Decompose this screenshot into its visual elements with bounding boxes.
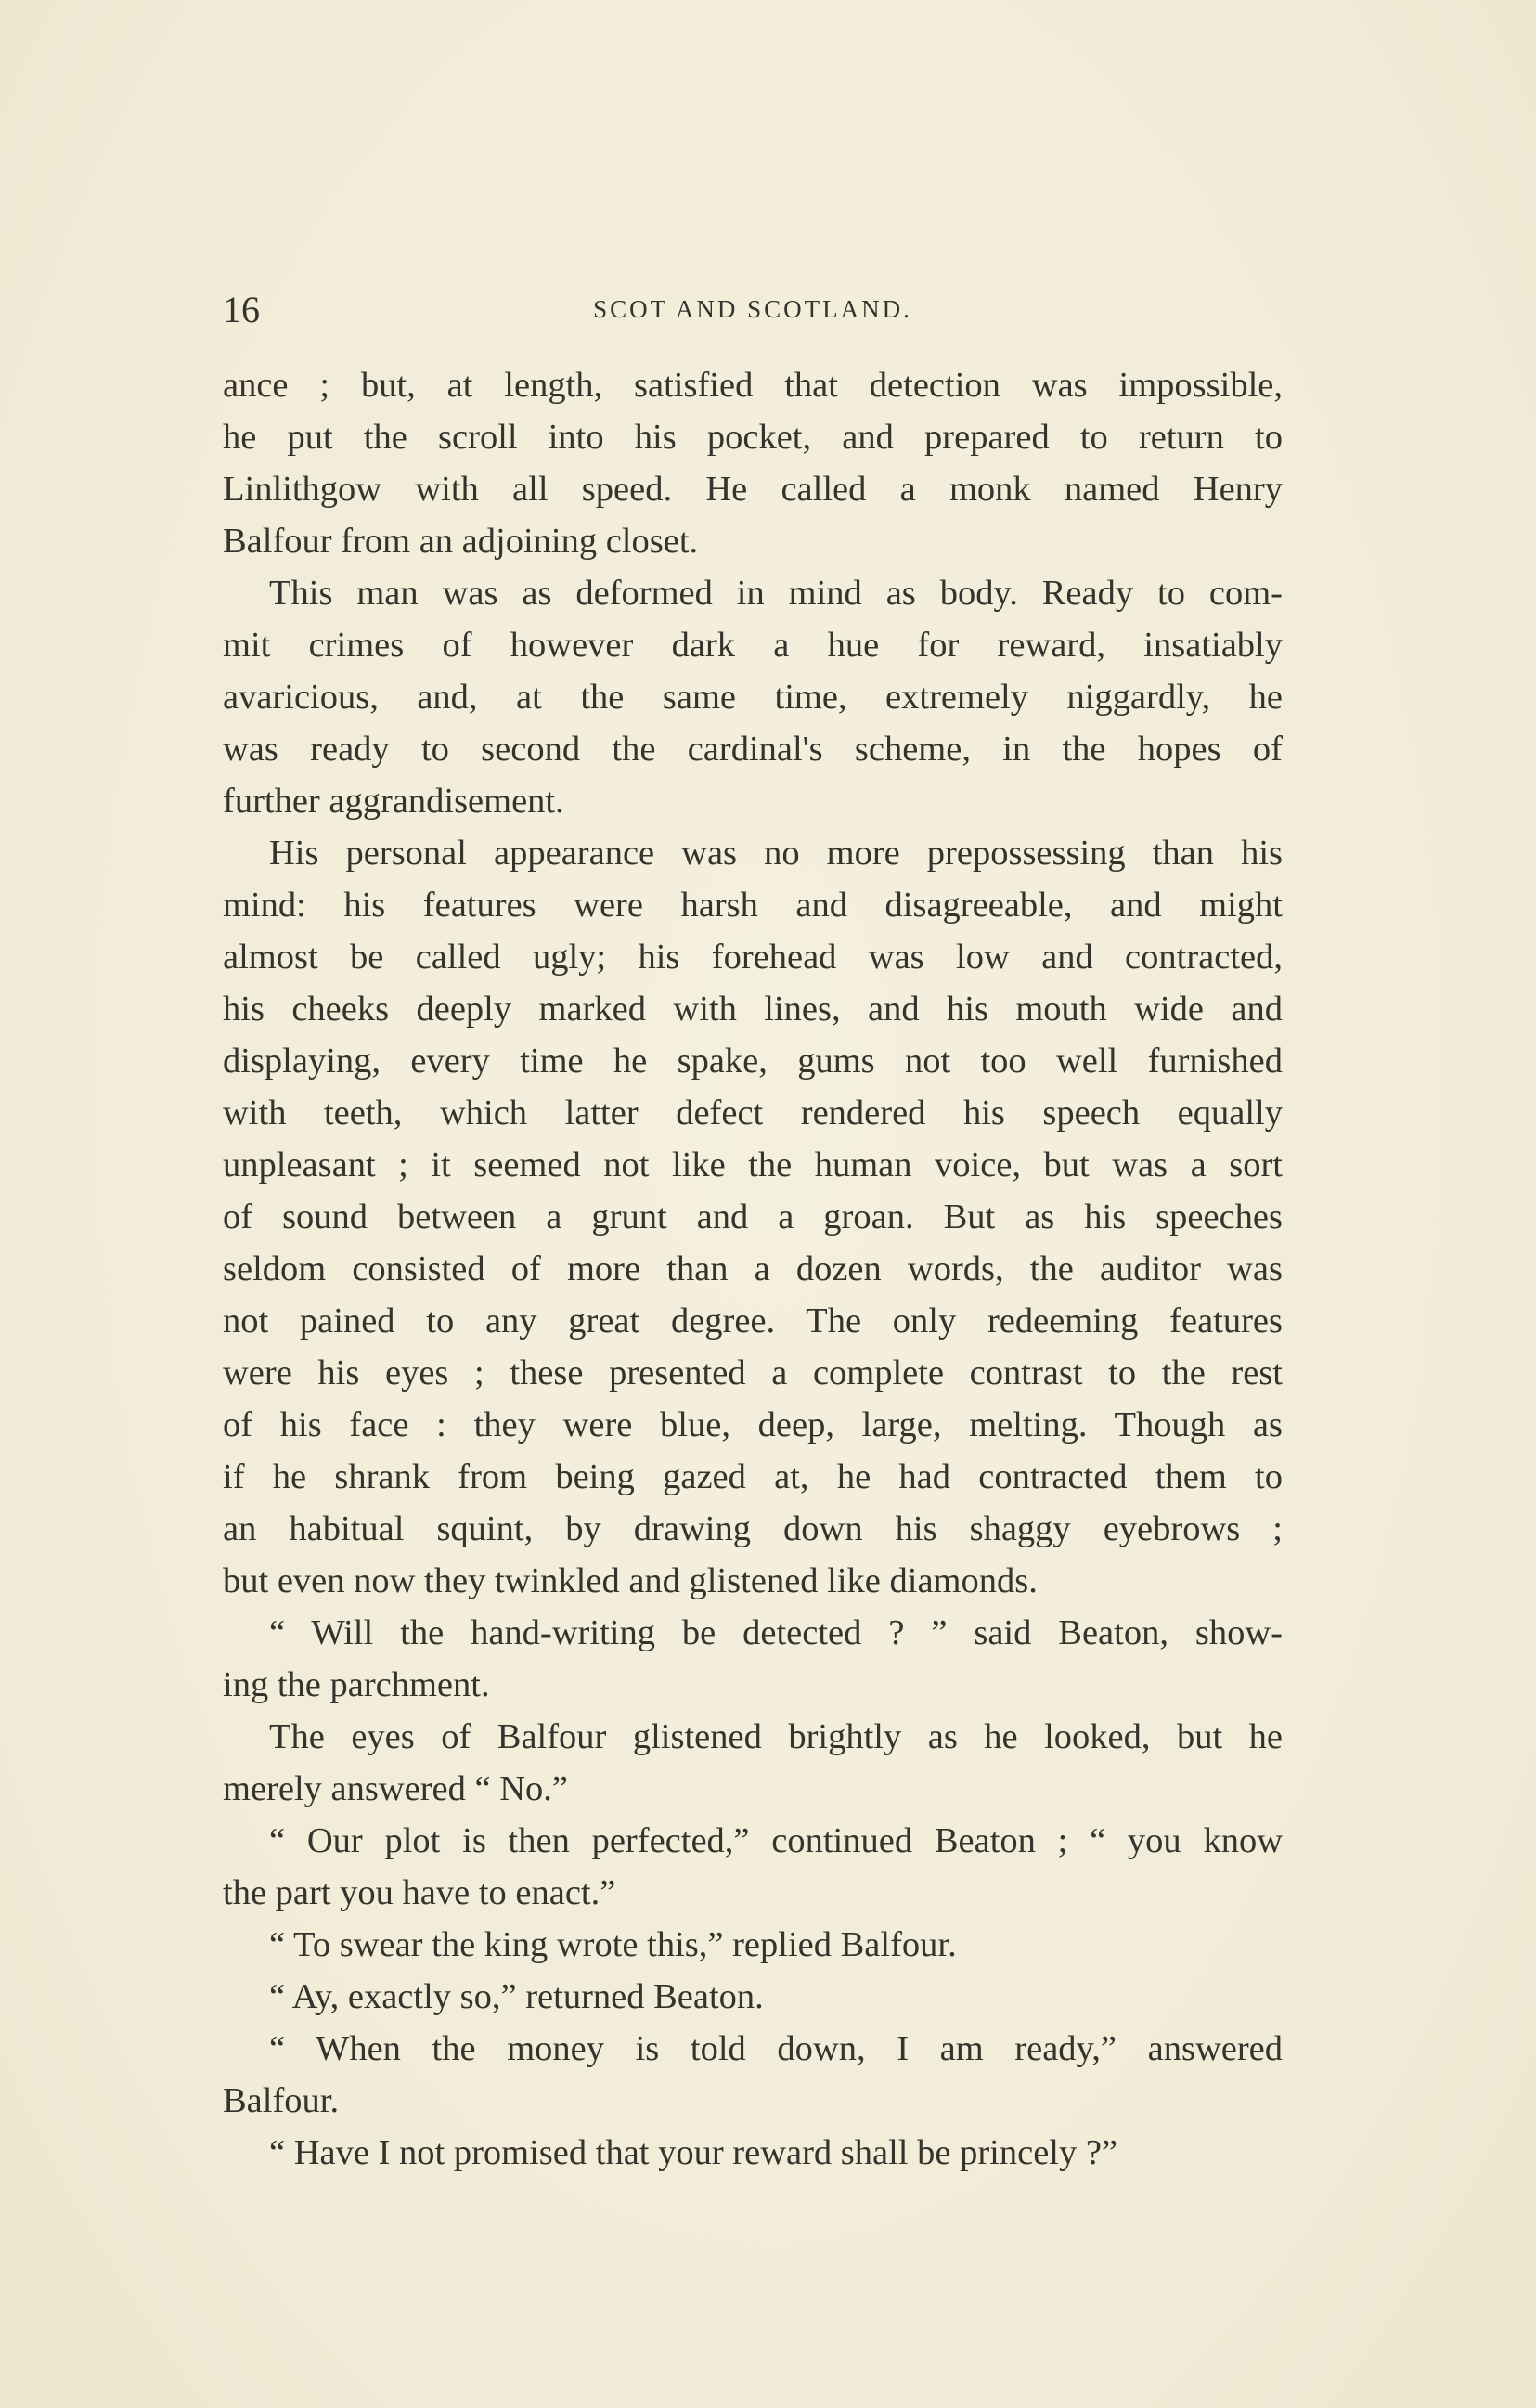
text-line: merely answered “ No.” xyxy=(223,1769,568,1808)
text-line: “ Our plot is then perfected,” continued Beaton ; “ you know xyxy=(269,1821,1283,1860)
text-line: mit crimes of however dark a hue for reward, insatiably xyxy=(223,626,1283,665)
text-line: were his eyes ; these presented a complete contrast to the rest xyxy=(223,1353,1283,1392)
text-line: “ To swear the king wrote this,” replied Balfour. xyxy=(269,1925,957,1964)
text-line: if he shrank from being gazed at, he had contracted them to xyxy=(223,1457,1283,1496)
running-title: SCOT AND SCOTLAND. xyxy=(593,295,912,323)
text-line: unpleasant ; it seemed not like the human voice, but was a sort xyxy=(223,1146,1283,1185)
text-line: with teeth, which latter defect rendered his speech equally xyxy=(223,1094,1283,1133)
text-line: “ Have I not promised that your reward shall be princely ?” xyxy=(269,2133,1118,2172)
text-line: This man was as deformed in mind as body. Ready to com- xyxy=(269,574,1283,613)
text-line: an habitual squint, by drawing down his shaggy eyebrows ; xyxy=(223,1509,1283,1548)
text-line: Balfour. xyxy=(223,2081,340,2120)
text-line: “ When the money is told down, I am ready,” answered xyxy=(269,2029,1283,2068)
page-header xyxy=(223,288,1283,334)
body-text xyxy=(223,359,1283,2179)
text-line: further aggrandisement. xyxy=(223,782,564,821)
text-line: avaricious, and, at the same time, extremely niggardly, he xyxy=(223,678,1283,717)
text-line: the part you have to enact.” xyxy=(223,1873,616,1912)
text-line: Linlithgow with all speed. He called a monk named Henry xyxy=(223,470,1283,509)
text-line: Balfour from an adjoining closet. xyxy=(223,522,699,561)
text-line: ing the parchment. xyxy=(223,1665,490,1704)
text-line: “ Ay, exactly so,” returned Beaton. xyxy=(269,1977,764,2016)
text-line: seldom consisted of more than a dozen words, the auditor was xyxy=(223,1249,1283,1288)
text-line: but even now they twinkled and glistened like diamonds. xyxy=(223,1561,1038,1600)
text-line: was ready to second the cardinal's scheme, in the hopes of xyxy=(223,730,1283,769)
page-number: 16 xyxy=(223,289,260,330)
text-line: of sound between a grunt and a groan. But as his speeches xyxy=(223,1198,1283,1236)
text-line: his cheeks deeply marked with lines, and his mouth wide and xyxy=(223,990,1283,1029)
text-line: ance ; but, at length, satisfied that detection was impossible, xyxy=(223,366,1283,405)
text-line: His personal appearance was no more prepossessing than his xyxy=(269,834,1283,873)
text-line: mind: his features were harsh and disagreeable, and might xyxy=(223,886,1283,925)
text-line: The eyes of Balfour glistened brightly as he looked, but he xyxy=(269,1717,1283,1756)
text-line: “ Will the hand-writing be detected ? ” said Beaton, show- xyxy=(269,1613,1283,1652)
text-line: almost be called ugly; his forehead was low and contracted, xyxy=(223,938,1283,977)
text-line: displaying, every time he spake, gums not too well furnished xyxy=(223,1042,1283,1081)
text-line: he put the scroll into his pocket, and prepared to return to xyxy=(223,418,1283,457)
text-line: not pained to any great degree. The only redeeming features xyxy=(223,1301,1283,1340)
text-line: of his face : they were blue, deep, large, melting. Though as xyxy=(223,1405,1283,1444)
